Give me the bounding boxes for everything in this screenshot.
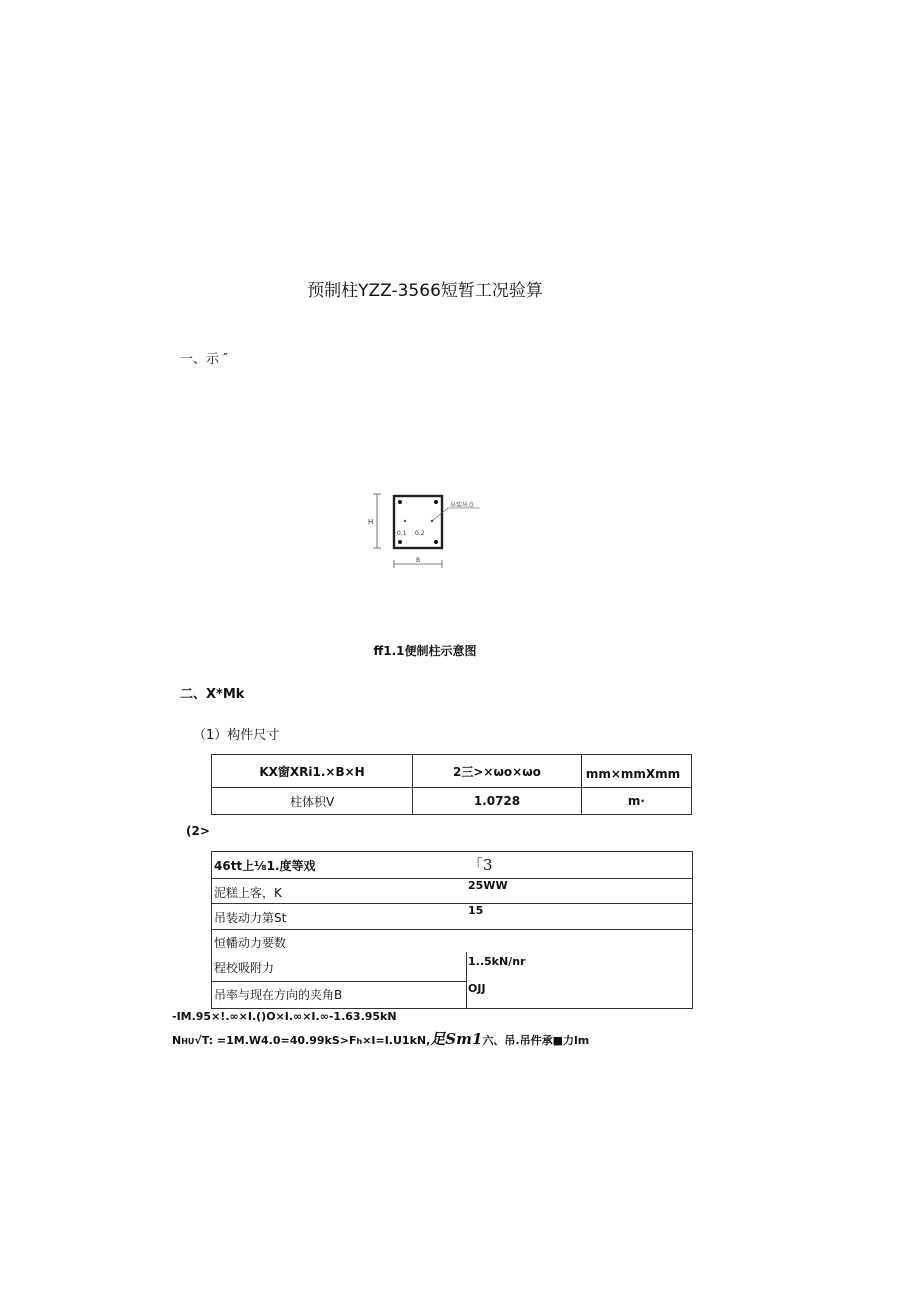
param-label: 46tt上⅛1.度等戏	[214, 859, 316, 873]
eq-part: ×I=I.U1kN,	[362, 1034, 431, 1047]
table-row	[212, 755, 692, 788]
param-value: OJJ	[468, 982, 486, 995]
param-label: 程校吸附力	[214, 961, 275, 975]
param-label: 吊装动力第St	[214, 911, 287, 925]
figure-caption: ff1.1便制柱示意图	[373, 644, 477, 658]
eq-part: √T: =1M.W4.0=40.99kS>F	[194, 1034, 357, 1047]
eq-subscript: HU	[181, 1037, 195, 1046]
table-row	[212, 879, 692, 904]
param-value: 15	[468, 904, 484, 917]
page-title: 预制柱YZZ-3566短暂工况验算	[307, 281, 543, 301]
column-outline	[394, 496, 442, 548]
eq-emphasis: 足Sm1	[430, 1030, 483, 1048]
eq-part: 六、吊.吊件承■力lm	[482, 1034, 590, 1047]
param-value: 「3	[468, 856, 493, 874]
leader-line	[432, 508, 448, 521]
eq-subscript: h	[356, 1037, 363, 1046]
lift-point-dot	[404, 520, 406, 522]
dim-label-h: H	[368, 518, 374, 526]
parameters-table	[211, 851, 693, 1009]
inner-label-center: 0.2	[415, 530, 425, 537]
param-value: 25WW	[468, 879, 508, 892]
section-heading-2: 二、X*Mk	[180, 687, 245, 702]
eq-part: N	[172, 1034, 182, 1047]
rebar-dot	[398, 540, 402, 544]
param-value: 1..5kN∕nr	[468, 955, 526, 968]
param-label: 恒幡动力要数	[214, 936, 287, 950]
rebar-dot	[434, 540, 438, 544]
dimensions-table	[211, 754, 692, 815]
dim-label-b: B	[416, 557, 421, 564]
section-heading-1: 一、示 ″	[180, 352, 228, 367]
table-cell: KX窗XRi1.×B×H	[212, 755, 413, 788]
param-label: 泥糕上客，K	[214, 886, 282, 900]
subheading-parameters: (2>	[186, 824, 210, 838]
table-cell: 柱体枳V	[212, 788, 413, 815]
lift-point-label: 吊装吊点	[450, 502, 475, 509]
inner-label-left: 0.1	[397, 530, 407, 537]
equation-line-1: -IM.95×!.∞×I.()O×I.∞×I.∞-1.63.95kN	[172, 1010, 397, 1023]
rebar-dot	[434, 500, 438, 504]
subheading-dimensions: （1）构件尺寸	[193, 728, 280, 743]
table-cell: m·	[581, 788, 691, 815]
table-cell: 2三>×ωo×ωo	[413, 755, 582, 788]
table-cell: 1.0728	[413, 788, 582, 815]
equation-line-2	[172, 1028, 589, 1049]
table-row	[212, 788, 692, 815]
rebar-dot	[398, 500, 402, 504]
column-section-diagram	[360, 488, 490, 572]
table-cell: mm×mmXmm	[581, 755, 691, 788]
param-label: 吊率与现在方向的夹角B	[214, 988, 343, 1002]
